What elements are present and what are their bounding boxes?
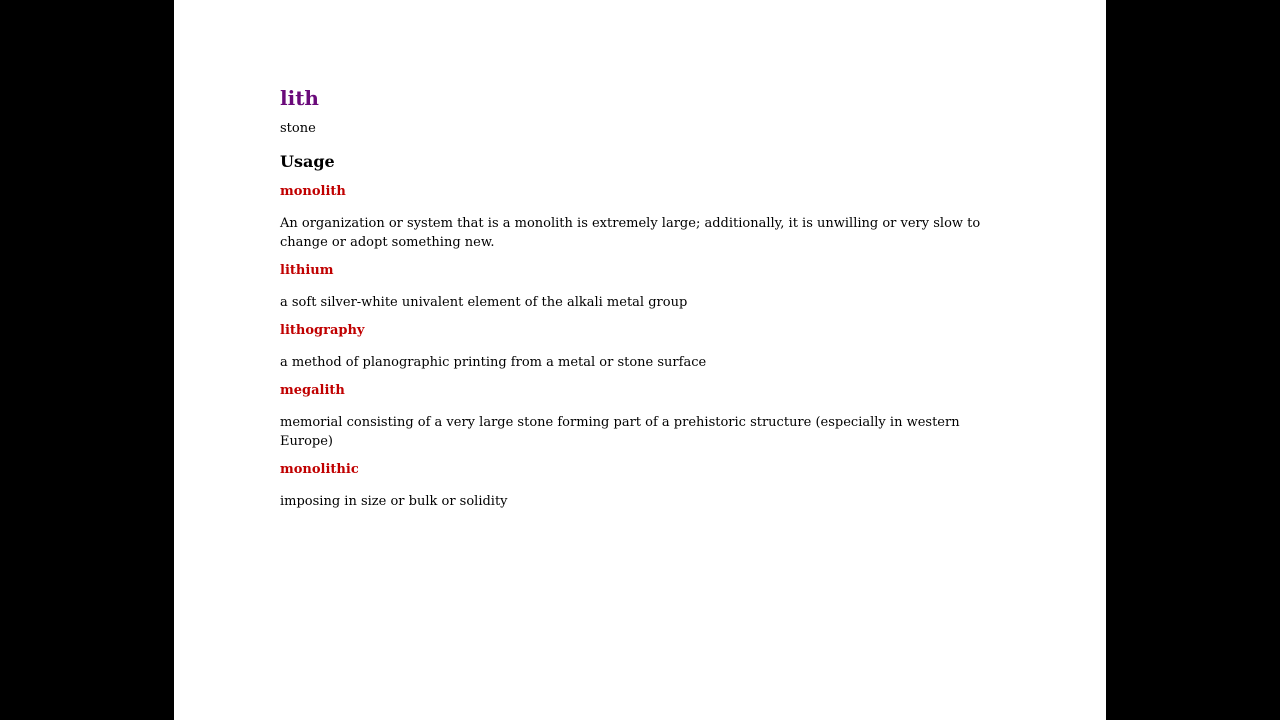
entry-definition: imposing in size or bulk or solidity (280, 494, 508, 509)
usage-entry-lithium (280, 262, 1000, 312)
usage-entry-monolithic (280, 461, 1000, 511)
entry-term: lithography (280, 323, 365, 338)
usage-entry-megalith (280, 382, 1000, 451)
usage-entry-monolith (280, 183, 1000, 252)
root-meaning: stone (280, 121, 316, 136)
entry-term: monolithic (280, 462, 359, 477)
entry-definition: a method of planographic printing from a metal or stone surface (280, 355, 707, 370)
entry-term: megalith (280, 383, 345, 398)
entry-term: lithium (280, 263, 334, 278)
document-page (174, 0, 1106, 720)
root-word-title: lith (280, 86, 319, 110)
usage-heading: Usage (280, 152, 335, 171)
entry-definition: memorial consisting of a very large stone forming part of a prehistoric structure (especially in western Europe) (280, 415, 960, 449)
entry-term: monolith (280, 184, 346, 199)
usage-entry-lithography (280, 322, 1000, 372)
entry-definition: a soft silver-white univalent element of the alkali metal group (280, 295, 688, 310)
entry-definition: An organization or system that is a monolith is extremely large; additionally, it is unwilling or very slow to change or adopt something new. (280, 216, 981, 250)
